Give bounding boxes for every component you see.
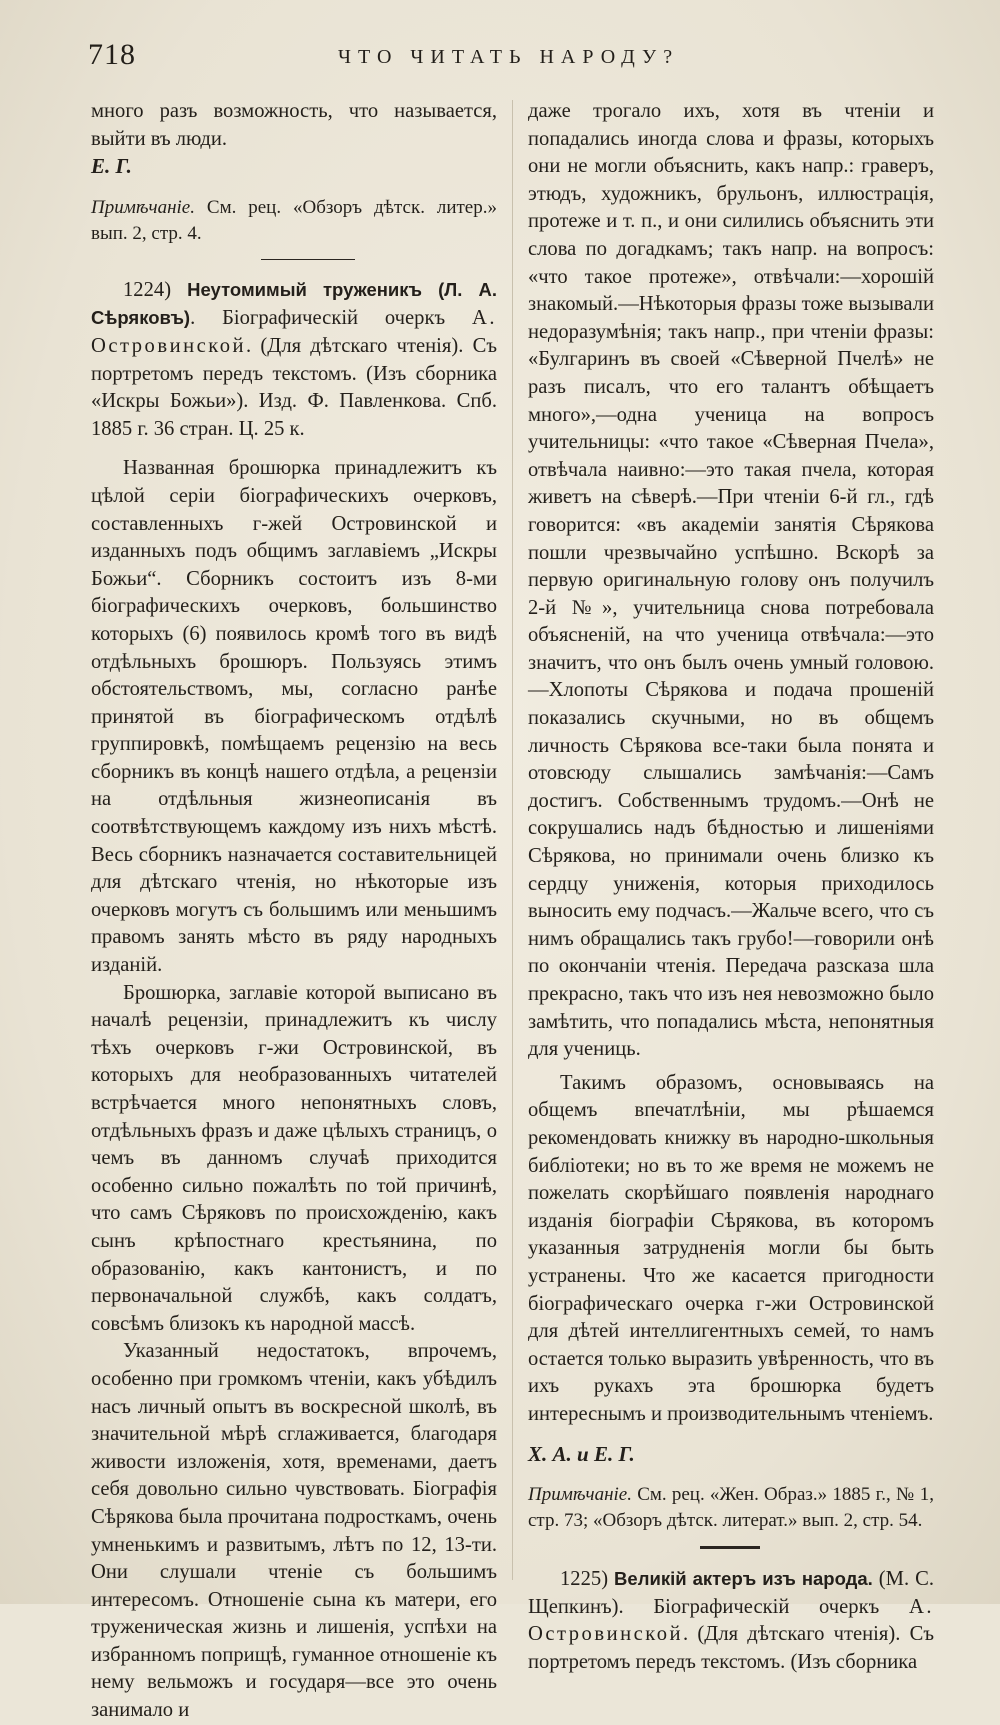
note-label: Примѣчаніе. [91, 196, 195, 218]
paragraph: Указанный недостатокъ, впрочемъ, особенно при громкомъ чтеніи, какъ убѣдилъ насъ личный опытъ въ воскресной школѣ, въ значительной мѣрѣ сглаживается, благодаря живости изложенія, хотя, временами, даетъ себя довольно сильно чувствовать. Біографія Сѣрякова была прочитана подросткамъ, очень умненькимъ и развитымъ, лѣтъ по 12, 13-ти. Они слушали чтеніе съ большимъ интересомъ. Отношеніе сына къ матери, его труженическая жизнь и лишенія, успѣхи на избранномъ поприщѣ, гуманное отношеніе къ нему вельможъ и государя—все это очень занимало и [91, 1340, 497, 1722]
entry-details: . (Для дѣтскаго чтенія). Съ портретомъ передъ текстомъ. (Изъ сборника «Искры Божьи»). Изд. Ф. Павленкова. Спб. 1885 г. 36 стран. Ц. 25 к. [91, 334, 497, 440]
entry-after-title: . Біографическій очеркъ [190, 307, 472, 330]
entry-author: А. Островинской [528, 1595, 934, 1646]
note-label: Примѣчаніе. [528, 1484, 632, 1506]
left-column [91, 98, 497, 1725]
entry-after-title: (М. С. Щепкинъ). Біографическій очеркъ [528, 1568, 934, 1618]
column-divider [512, 100, 513, 1580]
entry-1224 [91, 276, 497, 444]
paragraph: даже трогало ихъ, хотя въ чтеніи и попадались иногда слова и фразы, которыхъ они не могли объяснить, какъ напр.: граверъ, этюдъ, художникъ, брульонъ, иллюстрація, протеже и т. п., и они силились объяснить эти слова по догадкамъ; такъ напр. на вопросъ: «что такое протеже», отвѣчали:—хорошій знакомый.—Нѣкоторыя фразы тоже вызывали недоразумѣнія; такъ напр., при чтеніи фразы: «Булгаринъ въ своей «Сѣверной Пчелѣ» не разъ писалъ, что его талантъ обѣщаетъ много»,—одна ученица на вопросъ учительницы: «что такое «Сѣверная Пчела», отвѣчала наивно:—это такая пчела, которая живетъ на сѣверѣ.—При чтеніи 6-й гл., гдѣ говорится: «въ академіи занятія Сѣрякова пошли чрезвычайно успѣшно. Вскорѣ за первую оригинальную голову онъ получилъ 2-й №», учительница снова потребовала объясненій, на что ученица отвѣчала:—это значитъ, что онъ былъ очень умный головою.—Хлопоты Сѣрякова и подача прошеній показались скучными, но въ общемъ личность Сѣрякова все-таки была понята и отовсюду слышались замѣчанія:—Самъ достигъ. Собственнымъ трудомъ.—Онѣ не сокрушались надъ бѣдностью и лишеніями Сѣрякова, но принимали очень близко къ сердцу униженія, которыя приходилось выносить ему подчасъ.—Жальче всего, что съ нимъ обращались такъ грубо!—говорили онѣ по окончаніи чтенія. Передача разсказа шла прекрасно, такъ что изъ нея невозможно было замѣтить, что попадались мѣста, непонятныя для учениць. [528, 100, 934, 1061]
signature-xa-eg: Х. А. и Е. Г. [528, 1441, 635, 1466]
page-header [88, 38, 948, 78]
entry-number: 1225) [560, 1568, 615, 1591]
right-column [528, 98, 934, 1676]
note-text: См. рец. «Жен. Образ.» 1885 г., № 1, стр. 73; «Обзоръ дѣтск. литерат.» вып. 2, стр. 54. [528, 1484, 934, 1532]
entry-number: 1224) [123, 278, 188, 301]
footnote-1224 [528, 1482, 934, 1534]
entry-details: . (Для дѣтскаго чтенія). Съ портретомъ передъ текстомъ. (Изъ сборника [528, 1623, 934, 1673]
continued-paragraph: много разъ возможность, что называется, выйти въ люди. [91, 100, 497, 150]
entry-title: Великій актеръ изъ народа. [614, 1568, 873, 1590]
signature-eg: Е. Г. [91, 154, 132, 179]
paragraph: Названная брошюрка принадлежитъ къ цѣлой серіи біографическихъ очерковъ, составленныхъ г-жей Островинской и изданныхъ подъ общимъ заглавіемъ „Искры Божьи“. Сборникъ состоитъ изъ 8-ми біографическихъ очерковъ, большинство которыхъ (6) появилось кромѣ того въ видѣ отдѣльныхъ брошюръ. Пользуясь этимъ обстоятельствомъ, мы, согласно ранѣе принятой въ біографическомъ отдѣлѣ группировкѣ, помѣщаемъ рецензію на весь сборникъ въ концѣ нашего отдѣла, а рецензіи на отдѣльныя жизнеописанія въ соотвѣтствующемъ каждому изъ нихъ мѣстѣ. Весь сборникъ назначается составительницей для дѣтскаго чтенія, но нѣкоторые изъ очерковъ могутъ съ большимъ или меньшимъ правомъ занять мѣсто въ ряду народныхъ изданій. [91, 457, 497, 977]
section-rule [261, 259, 355, 260]
note-text: См. рец. «Обзоръ дѣтск. литер.» вып. 2, стр. 4. [91, 196, 497, 244]
page-number: 718 [88, 38, 136, 71]
entry-title: Неутомимый труженикъ (Л. А. Сѣряковъ) [91, 278, 497, 329]
running-head: ЧТО ЧИТАТЬ НАРОДУ? [338, 46, 680, 68]
entry-author: А. Островинской [91, 307, 497, 357]
section-rule [700, 1546, 760, 1549]
footnote-1224-prev [91, 195, 497, 247]
entry-1225 [528, 1565, 934, 1676]
paragraph: Такимъ образомъ, основываясь на общемъ впечатлѣніи, мы рѣшаемся рекомендовать книжку въ народно-школьныя библіотеки; но въ то же время не можемъ не пожелать скорѣйшаго появленія народнаго изданія біографіи Сѣрякова, въ которомъ указанныя затрудненія могли бы быть устранены. Что же касается пригодности біографическаго очерка г-жи Островинской для дѣтей интеллигентныхъ семей, то намъ остается только выразить увѣренность, что въ ихъ рукахъ эта брошюрка будетъ интереснымъ и производительнымъ чтеніемъ. [528, 1071, 934, 1425]
paragraph: Брошюрка, заглавіе которой выписано въ началѣ рецензіи, принадлежитъ къ числу тѣхъ очерковъ г-жи Островинской, въ которыхъ для необразованныхъ читателей встрѣчается много непонятныхъ словъ, отдѣльныхъ фразъ и даже цѣлыхъ страницъ, о чемъ въ данномъ случаѣ приходится особенно сильно пожалѣть по той причинѣ, что самъ Сѣряковъ по происхожденію, какъ сынъ крѣпостнаго крестьянина, по образованію, какъ кантонистъ, и по первоначальной службѣ, какъ солдатъ, совсѣмъ близокъ къ народной массѣ. [91, 981, 497, 1335]
